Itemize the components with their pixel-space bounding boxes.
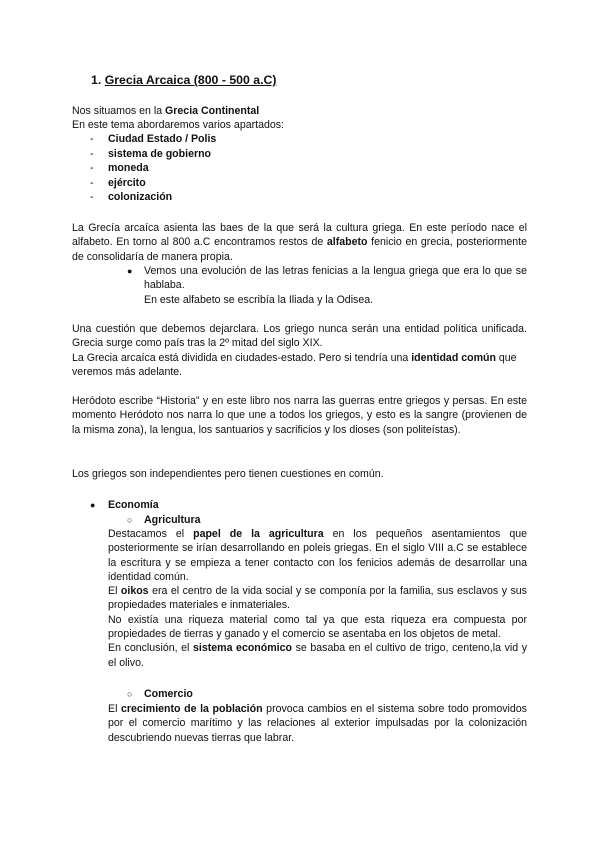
comercio-heading-row (72, 687, 527, 701)
comercio-p1: El crecimiento de la población provoca cambios en el sistema sobre todo promovidos por el comercio marítimo y las relaciones al exterior impulsadas por la colonización descubriendo nuevas tierras que labrar. (108, 703, 527, 744)
paragraph-comun: Los griegos son independientes pero tienen cuestiones en común. (72, 468, 384, 480)
agricultura-heading: Agricultura (144, 514, 201, 526)
list-item: - Ciudad Estado / Polis (72, 132, 216, 147)
section-title-text: Grecia Arcaica (800 - 500 a.C) (104, 73, 277, 87)
alphabet-bullet-line-2: En este alfabeto se escribía la Iliada y la Odisea. (144, 293, 374, 306)
section-number: 1. (91, 73, 102, 87)
comercio-heading: Comercio (144, 688, 193, 700)
agricultura-p1: Destacamos el papel de la agricultura en los pequeños asentamientos que posteriormente se irían desarrollando en poleis griegas. En el siglo VIII a.C se establece la escritura y se empieza a tener contacto con los fenicios además de desarrollar una identidad común. (108, 528, 527, 583)
paragraph-ciudades: La Grecia arcaíca está dividida en ciudades-estado. Pero si tendría una identidad común que veremos más adelante. (72, 352, 517, 379)
intro-line-1: Nos situamos en la Grecia Continental (72, 105, 260, 117)
list-item: - sistema de gobierno (72, 147, 216, 162)
alphabet-bullet-line-1: Vemos una evolución de las letras fenicias a la lengua griega que era lo que se hablaba. (144, 265, 527, 292)
hollow-bullet-icon: ○ (127, 515, 133, 525)
bullet-icon: ● (90, 500, 96, 510)
agricultura-p4: En conclusión, el sistema económico se basaba en el cultivo de trigo, centeno,la vid y el olivo. (108, 642, 527, 669)
agricultura-p2: El oikos era el centro de la vida social y se componía por la familia, sus esclavos y sus propiedades materiales e inmateriales. (108, 585, 527, 612)
economia-section (72, 498, 527, 512)
hollow-bullet-icon: ○ (127, 689, 133, 699)
intro-line-2: En este tema abordaremos varios apartados: (72, 119, 284, 131)
agricultura-body (108, 527, 527, 670)
section-title (91, 73, 277, 87)
list-item: - ejército (72, 176, 216, 191)
bullet-icon: ● (127, 266, 133, 276)
paragraph-alfabeto: La Grecía arcaíca asienta las baes de la que será la cultura griega. En este período nace el alfabeto. En torno al 800 a.C encontramos restos de alfabeto fenicio en grecia, posteriormente de consolidaría de manera propia. (72, 222, 528, 263)
alphabet-bullet (72, 264, 527, 307)
list-item: - colonización (72, 190, 216, 205)
comercio-body (108, 702, 527, 745)
topics-list (72, 132, 216, 205)
paragraph-herodoto: Heródoto escribe “Historia” y en este libro nos narra las guerras entre griegos y persas. En este momento Heródoto nos narra lo que une a todos los griegos, y esto es la sangre (provienen de la misma zona), la lengua, los santuarios y sacrificios y los dioses (son politeístas). (72, 395, 527, 436)
list-item: - moneda (72, 161, 216, 176)
agricultura-heading-row (72, 513, 527, 527)
paragraph-entidad: Una cuestión que debemos dejarclara. Los griego nunca serán una entidad política unificada. Grecia surge como país tras la 2º mitad del siglo XIX. (72, 323, 527, 350)
agricultura-p3: No existía una riqueza material como tal ya que esta riqueza era compuesta por propiedades de tierras y ganado y el comercio se asentaba en los objetos de metal. (108, 613, 527, 641)
economia-heading: Economía (108, 499, 159, 511)
